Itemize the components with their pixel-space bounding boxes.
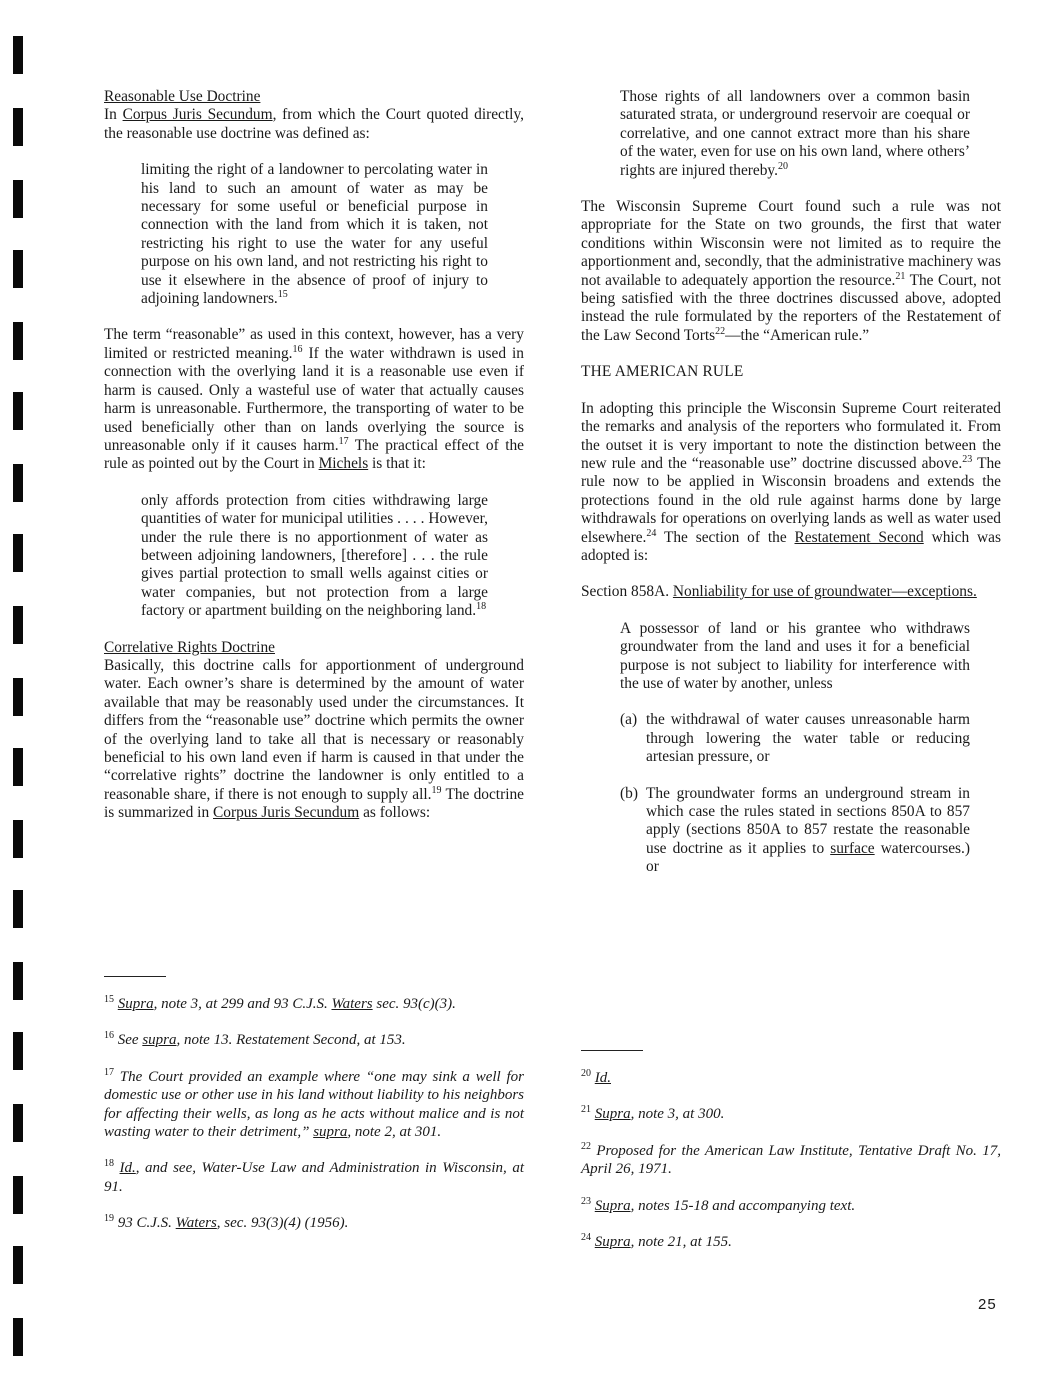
binding-mark bbox=[13, 464, 23, 502]
underlined-text: Waters bbox=[331, 996, 373, 1012]
text-run: sec. 93(c)(3). bbox=[372, 996, 456, 1012]
footnote-20 bbox=[581, 1069, 1001, 1087]
heading-reasonable-use: Reasonable Use Doctrine bbox=[104, 88, 261, 105]
binding-mark bbox=[13, 1318, 23, 1356]
footnote-23 bbox=[581, 1197, 1001, 1215]
footnote-17 bbox=[104, 1068, 524, 1142]
text-run: , note 13. Restatement Second, at 153. bbox=[176, 1032, 406, 1049]
right-footnotes bbox=[581, 1050, 1001, 1251]
underlined-text: Id. bbox=[119, 1160, 136, 1177]
text-run: The section of the bbox=[656, 528, 795, 546]
footnote-ref: 16 bbox=[104, 1030, 114, 1042]
footnote-ref: 24 bbox=[581, 1232, 591, 1244]
binding-mark bbox=[13, 1104, 23, 1142]
text-run: which was adopted is: bbox=[581, 528, 1001, 564]
underlined-text: Corpus Juris Secundum bbox=[213, 804, 360, 822]
footnote-ref: 20 bbox=[777, 160, 788, 172]
binding-mark bbox=[13, 534, 23, 572]
block-quote-michels bbox=[141, 492, 488, 621]
binding-mark bbox=[13, 748, 23, 786]
underlined-text: Supra bbox=[594, 1106, 631, 1123]
text-run: Those rights of all landowners over a common basin saturated strata, or underground reservoir are coequal or correlative, and one cannot extract more than his share of the water, even for use on his own land, where others’ rights are injured thereby. bbox=[620, 88, 970, 179]
block-quote-correlative bbox=[620, 88, 970, 180]
text-run: watercourses.) or bbox=[646, 839, 971, 876]
text-run: is that it: bbox=[368, 455, 426, 473]
footnote-ref: 21 bbox=[895, 270, 906, 282]
text-run: See bbox=[114, 1032, 143, 1049]
binding-mark bbox=[13, 180, 23, 218]
text-run: In adopting this principle the Wisconsin Supreme Court reiterated the remarks and analysis of the reporters who formulated it. From the outset it is very important to note the distinction between the new rule and the “reasonable use” doctrine discussed above. bbox=[581, 399, 1001, 472]
text-run: , notes 15-18 and accompanying text. bbox=[630, 1197, 856, 1214]
footnote-ref: 16 bbox=[292, 343, 303, 355]
right-column bbox=[581, 88, 1001, 877]
binding-mark bbox=[13, 1246, 23, 1284]
text-run: The rule now to be applied in Wisconsin broadens and extends the protections found in the old rule against harms done by large withdrawals for operations on overlying lands as well as water used elsewhere. bbox=[581, 454, 1001, 546]
left-column bbox=[104, 88, 524, 823]
intro-paragraph bbox=[104, 106, 524, 143]
text-run: , note 21, at 155. bbox=[630, 1234, 732, 1251]
text-run: Section 858A. bbox=[581, 583, 673, 601]
binding-mark bbox=[13, 962, 23, 1000]
footnote-19 bbox=[104, 1214, 524, 1232]
binding-mark bbox=[13, 250, 23, 288]
paragraph-correlative bbox=[104, 657, 524, 823]
footnote-ref: 17 bbox=[104, 1066, 114, 1078]
text-run: , note 2, at 301. bbox=[347, 1124, 442, 1141]
text-run: In bbox=[104, 106, 123, 124]
binding-mark bbox=[13, 36, 23, 74]
footnote-ref: 21 bbox=[581, 1104, 591, 1116]
text-run: The doctrine is summarized in bbox=[104, 785, 524, 822]
text-run: The Court provided an example where “one may sink a well for domestic use or other use in his land without liability to his neighbors for affecting their wells, as long as he acts without malice and is not wasting water to their detriment,” bbox=[104, 1068, 524, 1141]
footnote-21 bbox=[581, 1105, 1001, 1123]
binding-mark bbox=[13, 322, 23, 360]
list-label-b: (b) bbox=[620, 784, 638, 802]
block-quote-858a bbox=[620, 620, 970, 694]
text-run: , sec. 93(3)(4) (1956). bbox=[216, 1215, 349, 1232]
footnote-16 bbox=[104, 1031, 524, 1049]
paragraph-reasonable-term bbox=[104, 326, 524, 473]
paragraph-american-rule bbox=[581, 400, 1001, 566]
binding-mark bbox=[13, 1032, 23, 1070]
text-run: as follows: bbox=[359, 804, 431, 822]
text-run: the withdrawal of water causes unreasonable harm through lowering the water table or reducing artesian pressure, or bbox=[646, 711, 970, 766]
list-item-a bbox=[620, 711, 970, 766]
binding-mark bbox=[13, 606, 23, 644]
text-run: , note 3, at 299 and 93 C.J.S. bbox=[153, 996, 332, 1012]
binding-mark bbox=[13, 678, 23, 716]
underlined-text: Restatement Second bbox=[794, 528, 924, 546]
footnote-ref: 24 bbox=[646, 527, 657, 539]
block-quote-cjs bbox=[141, 161, 488, 308]
list-text-b bbox=[646, 785, 970, 877]
underlined-text: surface bbox=[830, 839, 875, 857]
footnote-24 bbox=[581, 1233, 1001, 1251]
text-run: Proposed for the American Law Institute, Tentative Draft No. 17, April 26, 1971. bbox=[581, 1142, 1001, 1178]
underlined-text: Waters bbox=[175, 1215, 217, 1232]
underlined-text: supra bbox=[313, 1124, 348, 1141]
text-run: Basically, this doctrine calls for apportionment of underground water. Each owner’s share is determined by the amount of water available that may be reasonably used under the circumstances. It differs from the “reasonable use” doctrine which permits the owner of the overlying land to take all that is necessary or reasonably beneficial to his own land even if harm is caused in that under the “correlative rights” doctrine the landowner is only entitled to a reasonable share, if there is not enough to supply all. bbox=[104, 656, 524, 803]
underlined-text: Supra bbox=[594, 1234, 631, 1251]
footnote-15 bbox=[104, 995, 524, 1013]
text-run: If the water withdrawn is used in connection with the overlying land it is a reasonable use even if harm is caused. Only a wasteful use of water that actually causes harm is unreasonable. Furthermore, the transporting of water to be used beneficially other than on lands overlying the source is unreasonable only if it causes harm. bbox=[104, 344, 524, 454]
footnote-ref: 18 bbox=[476, 601, 487, 613]
footnote-ref: 19 bbox=[431, 784, 442, 796]
text-run: limiting the right of a landowner to percolating water in his land to such an amount of water as may be necessary for some useful or beneficial purpose in connection with the land from which it is taken, not restricting his right to use the water for any useful purpose on his own land, and not restricting his right to use it elsewhere in the absence of proof of injury to adjoining landowners. bbox=[141, 161, 488, 308]
text-run: The practical effect of the rule as pointed out by the Court in bbox=[104, 436, 524, 473]
section-858a-heading bbox=[581, 583, 1001, 601]
binding-mark bbox=[13, 1176, 23, 1214]
footnote-ref: 17 bbox=[338, 435, 349, 447]
footnote-ref: 23 bbox=[962, 453, 973, 465]
footnote-ref: 19 bbox=[104, 1213, 114, 1225]
text-run: 93 C.J.S. bbox=[114, 1215, 176, 1232]
underlined-text: Corpus Juris Secundum bbox=[122, 106, 273, 124]
list-label-a: (a) bbox=[620, 711, 638, 729]
underlined-text: supra bbox=[142, 1032, 177, 1049]
text-run: , note 3, at 300. bbox=[630, 1106, 725, 1123]
underlined-text: Nonliability for use of groundwater—exceptions. bbox=[672, 583, 977, 601]
text-run: The term “reasonable” as used in this context, however, has a very limited or restricted meaning. bbox=[104, 326, 524, 362]
list-item-b bbox=[620, 785, 970, 877]
binding-mark bbox=[13, 392, 23, 430]
text-run: The Wisconsin Supreme Court found such a rule was not appropriate for the State on two grounds, the first that water conditions within Wisconsin were not limited as to require the apportionment and, secondly, that the administrative machinery was not available to adequately apportion the resource. bbox=[581, 198, 1001, 289]
text-run: , from which the Court quoted directly, the reasonable use doctrine was defined as: bbox=[104, 106, 524, 142]
binding-mark bbox=[13, 820, 23, 858]
list-text-a bbox=[646, 711, 970, 766]
footnote-ref: 15 bbox=[277, 288, 288, 300]
heading-correlative-rights: Correlative Rights Doctrine bbox=[104, 638, 275, 656]
underlined-text: Supra bbox=[117, 996, 154, 1012]
text-run: only affords protection from cities withdrawing large quantities of water for municipal utilities . . . . However, under the rule there is no apportionment of water as between adjoining landowners, [therefore] . . . the rule gives partial protection to small wells against cities or water companies, but not protection from a large factory or apartment building on the neighboring land. bbox=[141, 491, 488, 620]
text-run: —the “American rule.” bbox=[725, 326, 870, 344]
page-number: 25 bbox=[978, 1296, 997, 1313]
footnote-ref: 20 bbox=[581, 1068, 591, 1079]
text-run: The Court, not being satisfied with the three doctrines discussed above, adopted instead the rule formulated by the reporters of the Restatement of the Law Second Torts bbox=[581, 271, 1002, 344]
underlined-text: Id. bbox=[594, 1070, 611, 1086]
left-footnotes bbox=[104, 976, 524, 1233]
binding-mark bbox=[13, 890, 23, 928]
footnote-ref: 18 bbox=[104, 1158, 114, 1170]
text-run: A possessor of land or his grantee who withdraws groundwater from the land and uses it for a beneficial purpose is not subject to liability for interference with the use of water by another, unless bbox=[620, 619, 970, 692]
footnote-ref: 22 bbox=[581, 1140, 591, 1152]
text-run: The groundwater forms an underground stream in which case the rules stated in sections 850A to 857 apply (sections 850A to 857 restate the reasonable use doctrine as it applies to bbox=[646, 784, 970, 857]
footnote-ref: 22 bbox=[715, 325, 726, 337]
heading-american-rule: THE AMERICAN RULE bbox=[581, 363, 744, 381]
underlined-text: Supra bbox=[594, 1197, 631, 1214]
footnote-ref: 15 bbox=[104, 994, 114, 1005]
text-run: , and see, Water-Use Law and Administration in Wisconsin, at 91. bbox=[104, 1160, 524, 1195]
underlined-text: Michels bbox=[318, 455, 369, 473]
paragraph-wisconsin-court bbox=[581, 198, 1001, 345]
footnote-18 bbox=[104, 1159, 524, 1196]
footnote-ref: 23 bbox=[581, 1195, 591, 1207]
footnote-22 bbox=[581, 1142, 1001, 1179]
binding-mark bbox=[13, 108, 23, 146]
